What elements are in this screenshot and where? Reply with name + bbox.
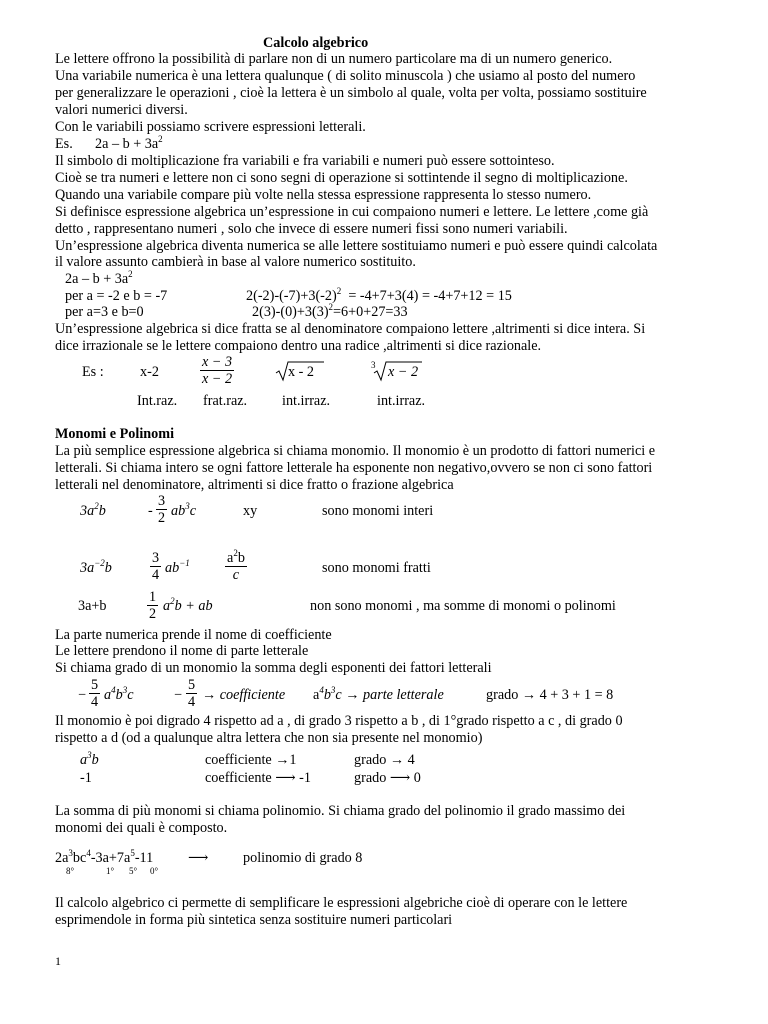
text-line: sono monomi fratti: [322, 560, 431, 576]
formula: $2a - b + 3a^2$: [95, 134, 163, 152]
text-line: il valore assunto cambierà in base al valore numerico sostituito.: [55, 254, 416, 270]
degree-label: 1°: [106, 866, 115, 876]
text-line: rispetto a d (od a qualunque altra lettera che non sia presente nel monomio): [55, 730, 483, 746]
example-condition: per a = -2 e b = -7: [65, 288, 168, 304]
text-line: letterali nel denominatore, altrimenti si dice fratto o frazione algebrica: [55, 477, 454, 493]
text-line: monomi dei quali è composto.: [55, 820, 228, 836]
formula: $a^3b$: [80, 750, 99, 768]
text-line: Una variabile numerica è una lettera qualunque ( di solito minuscola ) che usiamo al posto del numero: [55, 68, 636, 84]
fraction: $\frac{5}{4}$: [188, 677, 196, 710]
example-label: Es.: [55, 136, 73, 152]
text-line: Le lettere offrono la possibilità di parlare non di un numero particolare ma di un numero generico.: [55, 51, 613, 67]
formula: xy: [243, 503, 258, 519]
type-label: int.irraz.: [282, 393, 331, 409]
text-line: detto , rappresentano numeri , solo che invece di essere numeri fissi sono numeri variabili.: [55, 221, 568, 237]
formula: x − 2: [388, 364, 419, 380]
formula: x - 2: [288, 364, 315, 380]
type-label: frat.raz.: [203, 393, 248, 409]
formula: -1: [80, 770, 92, 786]
section-title: Monomi e Polinomi: [55, 426, 175, 442]
type-label: int.irraz.: [377, 393, 426, 409]
degree-label: 5°: [129, 866, 138, 876]
formula: $2(3)-(0)+3(3)^2=6+0+27=33$: [252, 302, 408, 320]
text-line: Un’espressione algebrica diventa numerica se alle lettere sostituiamo numeri e può essere quindi calcolata: [55, 238, 658, 254]
text-line: Quando una variabile compare più volte nella stessa espressione rappresenta lo stesso numero.: [55, 187, 592, 203]
formula: $ab^3c$: [171, 501, 196, 519]
text-line: Il monomio è poi digrado 4 rispetto ad a , di grado 3 rispetto a b , di 1°grado rispetto a c , di grado 0: [55, 713, 623, 729]
page-title: Calcolo algebrico: [263, 35, 369, 51]
text-line: Si definisce espressione algebrica un’espressione in cui compaiono numeri e lettere. Le lettere ,come già: [55, 204, 649, 220]
example-condition: per a=3 e b=0: [65, 304, 144, 320]
type-label: Int.raz.: [137, 393, 178, 409]
formula: $ab^{-1}$: [165, 558, 190, 576]
formula: $3a^{-2}b$: [80, 558, 112, 576]
formula: x-2: [140, 364, 159, 380]
formula: $2a - b + 3a^2$: [65, 269, 133, 287]
text-line: Si chiama grado di un monomio la somma degli esponenti dei fattori letterali: [55, 660, 492, 676]
formula: $a^4b^3c$: [104, 685, 134, 703]
text-line: La più semplice espressione algebrica si chiama monomio. Il monomio è un prodotto di fattori numerici e: [55, 443, 656, 459]
formula: grado → 4 + 3 + 1 = 8: [486, 687, 614, 703]
fraction: $\frac{x - 3}{x - 2}$: [202, 354, 233, 387]
text-line: Cioè se tra numeri e lettere non ci sono segni di operazione si sottintende il segno di moltiplicazione.: [55, 170, 628, 186]
text-line: valori numerici diversi.: [55, 102, 188, 118]
degree-label: 8°: [66, 866, 75, 876]
coefficient-value: coefficiente →1: [205, 752, 297, 768]
text-line: La parte numerica prende il nome di coefficiente: [55, 627, 332, 643]
degree-value: grado ⟶ 0: [354, 770, 421, 786]
text-line: per generalizzare le operazioni , cioè la lettera è un simbolo al quale, volta per volta, possiamo sostituire: [55, 85, 647, 101]
text-line: Il simbolo di moltiplicazione fra variabili e fra variabili e numeri può essere sottointeso.: [55, 153, 555, 169]
page-number: 1: [55, 954, 61, 968]
formula: −: [78, 687, 87, 703]
formula: $a^2b$ + ab: [163, 596, 213, 614]
text-line: sono monomi interi: [322, 503, 434, 519]
text-line: esprimendole in forma più sintetica senza sostituire numeri particolari: [55, 912, 453, 928]
text-line: dice irrazionale se le lettere compaiono dentro una radice ,altrimenti si dice razionale.: [55, 338, 542, 354]
degree-label: 0°: [150, 866, 159, 876]
formula: $2(-2)-(-7)+3(-2)^2 = -4+7+3(4) = -4+7+12 = 15$: [246, 286, 512, 304]
root-index: 3: [371, 360, 376, 370]
text-line: Un’espressione algebrica si dice fratta se al denominatore compaiono lettere ,altrimenti si dice intera. Si: [55, 321, 646, 337]
degree-value: grado → 4: [354, 752, 415, 768]
text-line: non sono monomi , ma somme di monomi o polinomi: [310, 598, 616, 614]
example-label: Es :: [82, 364, 104, 380]
text-line: letterali. Si chiama intero se ogni fattore letterale ha esponente non negativo,ovvero se non ci sono fattori: [55, 460, 653, 476]
fraction: $\frac{3}{2}$: [158, 493, 166, 526]
text-line: Il calcolo algebrico ci permette di semplificare le espressioni algebriche cioè di operare con le lettere: [55, 895, 628, 911]
formula: $a^4b^3c$ → parte letterale: [313, 685, 444, 703]
formula: → coefficiente: [202, 687, 286, 703]
formula: −: [174, 687, 183, 703]
text-line: La somma di più monomi si chiama polinomio. Si chiama grado del polinomio il grado massimo dei: [55, 803, 626, 819]
formula: $3a^2b$: [80, 501, 106, 519]
fraction: $\frac{3}{4}$: [152, 550, 160, 583]
formula: -: [148, 503, 153, 519]
fraction: $\frac{a^2b}{c}$: [227, 548, 245, 583]
formula: 3a+b: [78, 598, 107, 614]
arrow: ⟶: [188, 850, 209, 866]
text-line: Le lettere prendono il nome di parte letterale: [55, 643, 309, 659]
fraction: $\frac{5}{4}$: [91, 677, 99, 710]
fraction: $\frac{1}{2}$: [149, 589, 157, 622]
coefficient-value: coefficiente ⟶ -1: [205, 770, 311, 786]
text-line: Con le variabili possiamo scrivere espressioni letterali.: [55, 119, 366, 135]
formula: $2a^3bc^4-3a+7a^5-11$: [55, 848, 154, 866]
text-line: polinomio di grado 8: [243, 850, 363, 866]
